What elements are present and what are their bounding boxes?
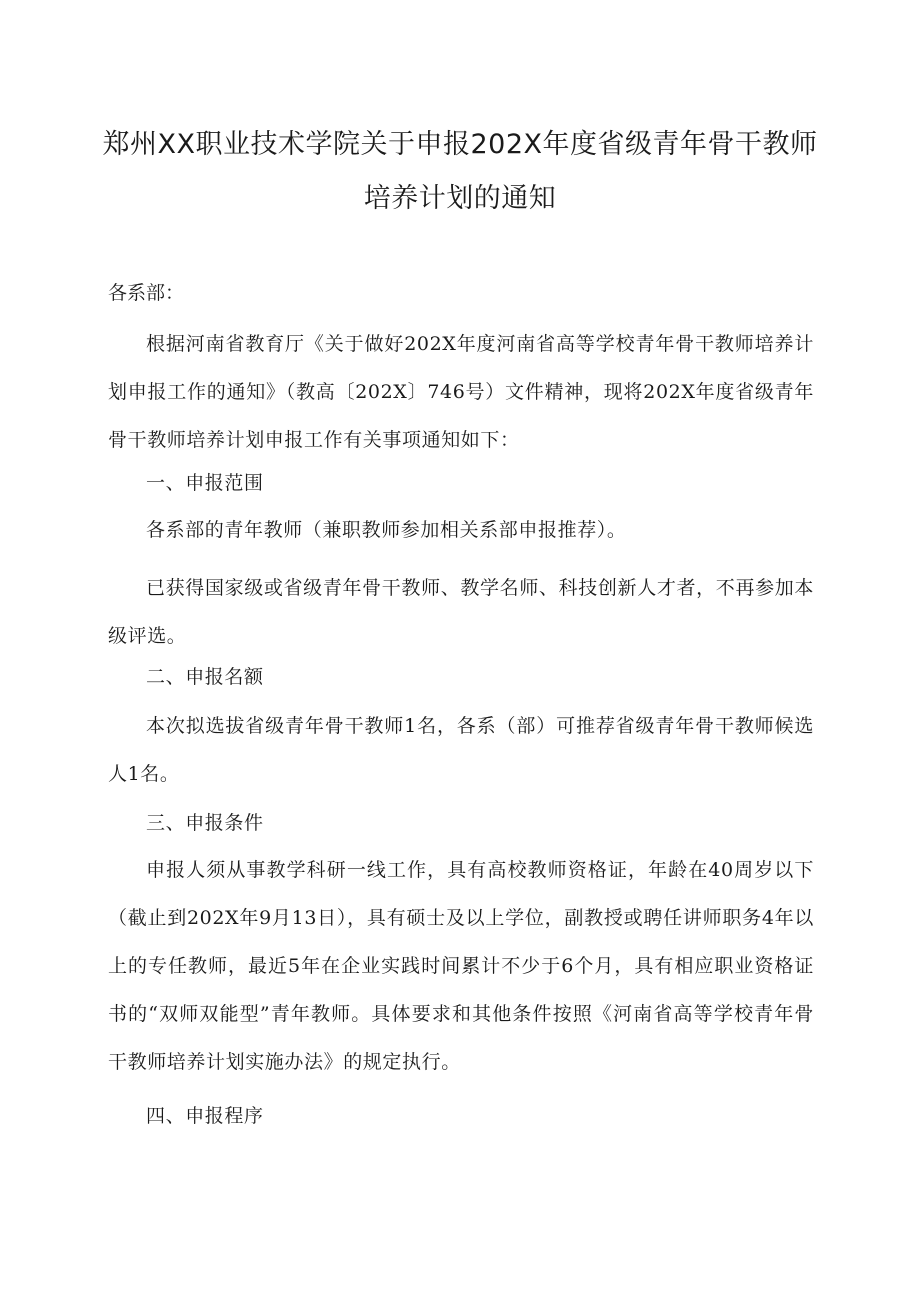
intro-paragraph: 根据河南省教育厅《关于做好202X年度河南省高等学校青年骨干教师培养计划申报工作的通知》（教高〔202X〕746号）文件精神，现将202X年度省级青年骨干教师培养计划申报工作有关事项通知如下： [108, 333, 814, 451]
section-heading-quota: 二、申报名额 [146, 666, 264, 688]
conditions-paragraph: 申报人须从事教学科研一线工作，具有高校教师资格证，年龄在40周岁以下（截止到202X年9月13日），具有硕士及以上学位，副教授或聘任讲师职务4年以上的专任教师，最近5年在企业实践时间累计不少于6个月，具有相应职业资格证书的“双师双能型”青年教师。具体要求和其他条件按照《河南省高等学校青年骨干教师培养计划实施办法》的规定执行。 [108, 859, 814, 1073]
section-heading-scope: 一、申报范围 [146, 472, 264, 494]
scope-paragraph-1: 各系部的青年教师（兼职教师参加相关系部申报推荐）。 [146, 519, 627, 541]
scope-paragraph-2: 已获得国家级或省级青年骨干教师、教学名师、科技创新人才者，不再参加本级评选。 [108, 577, 814, 647]
quota-paragraph: 本次拟选拔省级青年骨干教师1名，各系（部）可推荐省级青年骨干教师候选人1名。 [108, 715, 814, 785]
section-heading-procedure: 四、申报程序 [146, 1105, 264, 1127]
document-title: 郑州XX职业技术学院关于申报202X年度省级青年骨干教师培养计划的通知 [102, 129, 818, 214]
section-heading-conditions: 三、申报条件 [146, 812, 264, 834]
salutation: 各系部： [108, 282, 185, 304]
